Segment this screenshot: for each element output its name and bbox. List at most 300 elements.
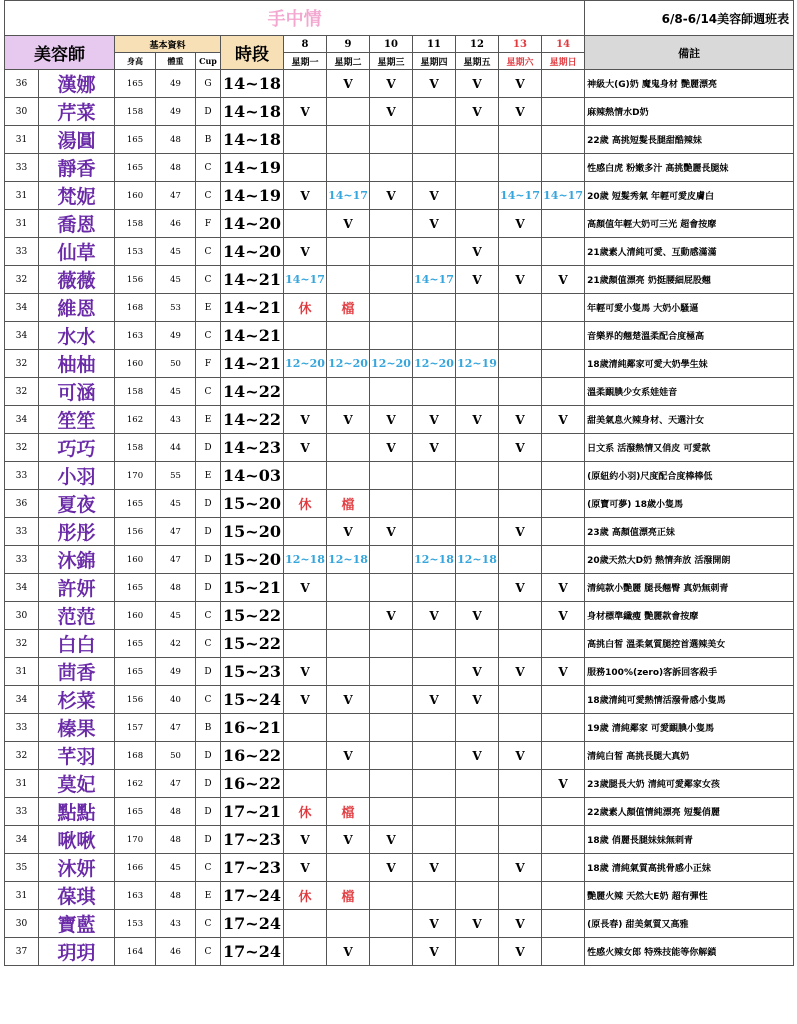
time-slot-cell: 14~22 <box>221 378 284 406</box>
schedule-cell: V <box>413 910 456 938</box>
schedule-cell <box>456 210 499 238</box>
schedule-cell: V <box>499 938 542 966</box>
weight-cell: 45 <box>156 854 196 882</box>
schedule-cell <box>413 126 456 154</box>
height-cell: 168 <box>115 294 156 322</box>
age-cell: 34 <box>5 322 39 350</box>
time-slot-cell: 15~22 <box>221 630 284 658</box>
schedule-cell: V <box>542 602 585 630</box>
height-cell: 158 <box>115 98 156 126</box>
schedule-cell <box>327 378 370 406</box>
height-cell: 160 <box>115 182 156 210</box>
table-row <box>5 882 794 910</box>
note-cell: 音樂界的翹楚溫柔配合度極高 <box>585 322 794 350</box>
schedule-cell <box>542 854 585 882</box>
height-cell: 157 <box>115 714 156 742</box>
schedule-cell <box>370 910 413 938</box>
beautician-name: 許妍 <box>39 574 115 602</box>
schedule-cell <box>413 882 456 910</box>
sheet-title: 手中情 <box>5 1 585 36</box>
note-cell: 18歲清純可愛熱情活潑骨感小隻馬 <box>585 686 794 714</box>
schedule-cell <box>327 602 370 630</box>
schedule-cell <box>370 938 413 966</box>
schedule-cell <box>370 630 413 658</box>
time-slot-cell: 15~21 <box>221 574 284 602</box>
schedule-cell <box>370 882 413 910</box>
note-cell: 高挑白皙 溫柔氣質腿控首選辣美女 <box>585 630 794 658</box>
age-cell: 31 <box>5 658 39 686</box>
beautician-name: 杉菜 <box>39 686 115 714</box>
schedule-cell: 12~18 <box>327 546 370 574</box>
schedule-cell: 休 <box>284 798 327 826</box>
weight-cell: 42 <box>156 630 196 658</box>
beautician-name: 可涵 <box>39 378 115 406</box>
schedule-cell <box>542 210 585 238</box>
note-cell: 21歲顏值漂亮 奶挺腰細屁股翹 <box>585 266 794 294</box>
height-cell: 164 <box>115 938 156 966</box>
weight-cell: 49 <box>156 70 196 98</box>
schedule-cell: V <box>413 854 456 882</box>
schedule-cell <box>413 322 456 350</box>
height-cell: 162 <box>115 770 156 798</box>
weight-cell: 45 <box>156 602 196 630</box>
schedule-cell: V <box>284 406 327 434</box>
schedule-cell: V <box>370 854 413 882</box>
schedule-cell <box>499 378 542 406</box>
beautician-name: 葆琪 <box>39 882 115 910</box>
age-cell: 35 <box>5 854 39 882</box>
schedule-cell <box>370 126 413 154</box>
cup-cell: C <box>196 686 221 714</box>
weight-cell: 46 <box>156 938 196 966</box>
schedule-cell <box>542 434 585 462</box>
schedule-cell <box>284 630 327 658</box>
cup-cell: D <box>196 546 221 574</box>
time-slot-cell: 17~24 <box>221 882 284 910</box>
note-cell: 性感火辣女郎 特殊技能等你解鎖 <box>585 938 794 966</box>
time-slot-cell: 14~22 <box>221 406 284 434</box>
time-slot-cell: 14~20 <box>221 238 284 266</box>
table-row <box>5 742 794 770</box>
schedule-cell: V <box>413 938 456 966</box>
height-cell: 162 <box>115 406 156 434</box>
beautician-name: 沐錦 <box>39 546 115 574</box>
schedule-cell <box>456 854 499 882</box>
schedule-cell: V <box>456 266 499 294</box>
schedule-cell: V <box>499 266 542 294</box>
schedule-cell: V <box>327 826 370 854</box>
time-slot-cell: 14~23 <box>221 434 284 462</box>
day-num: 12 <box>456 36 499 53</box>
day-name: 星期四 <box>413 53 456 70</box>
schedule-cell: 12~20 <box>370 350 413 378</box>
cup-cell: C <box>196 938 221 966</box>
time-slot-cell: 15~20 <box>221 546 284 574</box>
height-cell: 158 <box>115 378 156 406</box>
beautician-name: 范范 <box>39 602 115 630</box>
schedule-cell <box>413 378 456 406</box>
schedule-cell <box>499 322 542 350</box>
table-row <box>5 574 794 602</box>
height-cell: 158 <box>115 434 156 462</box>
schedule-cell: V <box>456 406 499 434</box>
schedule-cell <box>456 126 499 154</box>
day-name: 星期二 <box>327 53 370 70</box>
schedule-cell <box>413 574 456 602</box>
schedule-cell <box>370 798 413 826</box>
age-cell: 30 <box>5 602 39 630</box>
age-cell: 31 <box>5 182 39 210</box>
table-row <box>5 854 794 882</box>
weight-cell: 46 <box>156 210 196 238</box>
schedule-cell <box>327 714 370 742</box>
height-cell: 170 <box>115 462 156 490</box>
cup-cell: D <box>196 518 221 546</box>
schedule-cell: V <box>499 406 542 434</box>
schedule-cell <box>456 154 499 182</box>
height-cell: 165 <box>115 798 156 826</box>
table-row <box>5 126 794 154</box>
age-cell: 31 <box>5 770 39 798</box>
schedule-cell <box>542 490 585 518</box>
schedule-cell <box>284 126 327 154</box>
time-slot-cell: 17~24 <box>221 938 284 966</box>
cup-header: Cup <box>196 53 221 70</box>
schedule-cell: V <box>370 518 413 546</box>
time-slot-cell: 14~18 <box>221 126 284 154</box>
schedule-cell <box>542 714 585 742</box>
beautician-name: 玥玥 <box>39 938 115 966</box>
schedule-cell <box>370 714 413 742</box>
weight-cell: 45 <box>156 266 196 294</box>
time-slot-cell: 14~19 <box>221 182 284 210</box>
schedule-cell <box>456 938 499 966</box>
beautician-name: 芹菜 <box>39 98 115 126</box>
schedule-cell: V <box>327 210 370 238</box>
schedule-cell: 休 <box>284 882 327 910</box>
note-cell: 18歲清純鄰家可愛大奶學生妹 <box>585 350 794 378</box>
schedule-cell <box>456 714 499 742</box>
schedule-cell: V <box>499 518 542 546</box>
schedule-cell: V <box>370 602 413 630</box>
height-header: 身高 <box>115 53 156 70</box>
schedule-cell: V <box>456 70 499 98</box>
schedule-cell <box>327 574 370 602</box>
note-cell: 清純款小艷麗 腿長翹臀 真奶無刺青 <box>585 574 794 602</box>
schedule-cell: V <box>542 574 585 602</box>
schedule-cell: V <box>327 938 370 966</box>
schedule-cell: 休 <box>284 490 327 518</box>
day-num: 14 <box>542 36 585 53</box>
table-row <box>5 826 794 854</box>
note-cell: 20歲 短髮秀氣 年輕可愛皮膚白 <box>585 182 794 210</box>
schedule-cell <box>542 98 585 126</box>
note-cell: 清純白皙 高挑長腿大真奶 <box>585 742 794 770</box>
schedule-cell <box>456 630 499 658</box>
table-row <box>5 294 794 322</box>
age-cell: 34 <box>5 826 39 854</box>
age-cell: 33 <box>5 154 39 182</box>
height-cell: 165 <box>115 630 156 658</box>
time-slot-cell: 17~23 <box>221 854 284 882</box>
table-row <box>5 490 794 518</box>
age-cell: 33 <box>5 714 39 742</box>
schedule-cell <box>456 518 499 546</box>
schedule-cell <box>499 630 542 658</box>
beautician-header: 美容師 <box>5 36 115 70</box>
schedule-cell: V <box>327 742 370 770</box>
schedule-cell <box>542 238 585 266</box>
schedule-cell <box>284 770 327 798</box>
schedule-cell: V <box>542 770 585 798</box>
schedule-cell <box>456 882 499 910</box>
schedule-cell <box>499 238 542 266</box>
schedule-cell: 14~17 <box>413 266 456 294</box>
weekly-title: 6/8-6/14美容師週班表 <box>585 1 794 36</box>
note-cell: (原寶可夢) 18歲小隻馬 <box>585 490 794 518</box>
time-slot-cell: 17~21 <box>221 798 284 826</box>
note-cell: 22歲素人顏值情純漂亮 短髮俏麗 <box>585 798 794 826</box>
note-cell: 身材標準纖瘦 艷麗款會按摩 <box>585 602 794 630</box>
schedule-cell <box>327 854 370 882</box>
schedule-cell <box>456 462 499 490</box>
schedule-cell: V <box>456 658 499 686</box>
cup-cell: D <box>196 770 221 798</box>
schedule-cell: V <box>284 854 327 882</box>
schedule-cell <box>542 350 585 378</box>
schedule-cell <box>284 322 327 350</box>
weight-cell: 45 <box>156 378 196 406</box>
weight-cell: 40 <box>156 686 196 714</box>
schedule-cell <box>370 658 413 686</box>
schedule-cell <box>499 154 542 182</box>
weight-cell: 47 <box>156 518 196 546</box>
weight-cell: 48 <box>156 574 196 602</box>
schedule-cell: V <box>370 826 413 854</box>
schedule-cell: 12~18 <box>284 546 327 574</box>
cup-cell: E <box>196 406 221 434</box>
schedule-cell <box>499 602 542 630</box>
schedule-cell <box>499 490 542 518</box>
title-row <box>5 1 794 36</box>
note-cell: 20歲天然大D奶 熱情奔放 活潑開朗 <box>585 546 794 574</box>
schedule-cell: V <box>456 602 499 630</box>
header-row-1 <box>5 36 794 53</box>
cup-cell: C <box>196 238 221 266</box>
schedule-cell: V <box>284 574 327 602</box>
schedule-cell <box>327 434 370 462</box>
beautician-name: 喬恩 <box>39 210 115 238</box>
height-cell: 166 <box>115 854 156 882</box>
weight-cell: 47 <box>156 182 196 210</box>
height-cell: 165 <box>115 490 156 518</box>
schedule-cell <box>284 378 327 406</box>
schedule-cell: V <box>370 434 413 462</box>
weight-cell: 44 <box>156 434 196 462</box>
schedule-cell <box>542 882 585 910</box>
schedule-cell <box>499 686 542 714</box>
table-row <box>5 602 794 630</box>
schedule-cell: V <box>413 686 456 714</box>
height-cell: 165 <box>115 658 156 686</box>
weight-cell: 55 <box>156 462 196 490</box>
height-cell: 156 <box>115 518 156 546</box>
cup-cell: E <box>196 294 221 322</box>
note-cell: 性感白虎 粉嫩多汁 高挑艷麗長腿妹 <box>585 154 794 182</box>
beautician-name: 夏夜 <box>39 490 115 518</box>
time-slot-cell: 16~22 <box>221 770 284 798</box>
cup-cell: D <box>196 490 221 518</box>
beautician-name: 維恩 <box>39 294 115 322</box>
schedule-cell <box>370 574 413 602</box>
note-cell: 23歲 高顏值漂亮正妹 <box>585 518 794 546</box>
schedule-cell: V <box>413 70 456 98</box>
schedule-cell <box>413 658 456 686</box>
schedule-cell: V <box>413 210 456 238</box>
age-cell: 32 <box>5 266 39 294</box>
schedule-cell <box>542 518 585 546</box>
schedule-cell <box>327 658 370 686</box>
schedule-cell <box>370 210 413 238</box>
schedule-cell: V <box>542 658 585 686</box>
schedule-cell: V <box>327 406 370 434</box>
table-row <box>5 210 794 238</box>
schedule-cell <box>542 826 585 854</box>
schedule-cell: V <box>413 602 456 630</box>
note-cell: 18歲 俏麗長腿妹妹無刺青 <box>585 826 794 854</box>
age-cell: 31 <box>5 126 39 154</box>
day-num: 10 <box>370 36 413 53</box>
beautician-name: 白白 <box>39 630 115 658</box>
weight-cell: 48 <box>156 882 196 910</box>
schedule-cell <box>327 238 370 266</box>
schedule-cell <box>542 154 585 182</box>
note-cell: 神級大(G)奶 魔鬼身材 艷麗漂亮 <box>585 70 794 98</box>
note-cell: (原長春) 甜美氣質又高雅 <box>585 910 794 938</box>
schedule-cell: V <box>370 182 413 210</box>
day-name: 星期五 <box>456 53 499 70</box>
schedule-cell <box>542 462 585 490</box>
schedule-cell: V <box>413 406 456 434</box>
beautician-name: 莫妃 <box>39 770 115 798</box>
schedule-cell <box>284 714 327 742</box>
height-cell: 165 <box>115 154 156 182</box>
table-row <box>5 770 794 798</box>
time-slot-cell: 15~23 <box>221 658 284 686</box>
schedule-cell <box>370 490 413 518</box>
schedule-cell: 12~18 <box>456 546 499 574</box>
note-cell: 18歲 清純氣質高挑骨感小正妹 <box>585 854 794 882</box>
time-slot-cell: 15~22 <box>221 602 284 630</box>
age-cell: 36 <box>5 70 39 98</box>
age-cell: 31 <box>5 210 39 238</box>
schedule-cell: V <box>370 98 413 126</box>
cup-cell: C <box>196 910 221 938</box>
table-row <box>5 322 794 350</box>
table-row <box>5 630 794 658</box>
schedule-cell <box>413 770 456 798</box>
note-cell: 日文系 活潑熱情又俏皮 可愛款 <box>585 434 794 462</box>
beautician-name: 茴香 <box>39 658 115 686</box>
schedule-table <box>4 0 794 966</box>
schedule-cell: V <box>284 826 327 854</box>
schedule-cell: V <box>327 518 370 546</box>
cup-cell: C <box>196 266 221 294</box>
schedule-cell <box>413 294 456 322</box>
table-row <box>5 714 794 742</box>
height-cell: 160 <box>115 602 156 630</box>
schedule-cell <box>370 154 413 182</box>
height-cell: 153 <box>115 238 156 266</box>
schedule-cell <box>413 462 456 490</box>
schedule-cell <box>542 630 585 658</box>
day-name: 星期三 <box>370 53 413 70</box>
schedule-cell: 檔 <box>327 882 370 910</box>
weight-cell: 50 <box>156 350 196 378</box>
beautician-name: 漢娜 <box>39 70 115 98</box>
schedule-cell <box>542 546 585 574</box>
schedule-cell <box>413 518 456 546</box>
cup-cell: D <box>196 658 221 686</box>
table-row <box>5 378 794 406</box>
age-cell: 36 <box>5 490 39 518</box>
schedule-cell <box>327 98 370 126</box>
schedule-cell: 14~17 <box>284 266 327 294</box>
height-cell: 165 <box>115 70 156 98</box>
schedule-cell: V <box>499 434 542 462</box>
beautician-name: 巧巧 <box>39 434 115 462</box>
schedule-cell <box>456 490 499 518</box>
age-cell: 31 <box>5 882 39 910</box>
schedule-cell <box>456 770 499 798</box>
note-cell: 年輕可愛小隻馬 大奶小騷逼 <box>585 294 794 322</box>
beautician-name: 仙草 <box>39 238 115 266</box>
time-slot-cell: 17~23 <box>221 826 284 854</box>
basic-info-header: 基本資料 <box>115 36 221 53</box>
beautician-name: 點點 <box>39 798 115 826</box>
height-cell: 153 <box>115 910 156 938</box>
schedule-cell: V <box>542 406 585 434</box>
table-row <box>5 798 794 826</box>
table-row <box>5 518 794 546</box>
notes-header: 備註 <box>585 36 794 70</box>
note-cell: 艷麗火辣 天然大E奶 超有彈性 <box>585 882 794 910</box>
schedule-cell: V <box>499 910 542 938</box>
schedule-cell <box>284 602 327 630</box>
weight-cell: 43 <box>156 406 196 434</box>
note-cell: 21歲素人清純可愛、互動感滿滿 <box>585 238 794 266</box>
schedule-cell: 檔 <box>327 490 370 518</box>
schedule-cell <box>542 126 585 154</box>
schedule-cell: V <box>327 686 370 714</box>
schedule-cell <box>456 378 499 406</box>
time-slot-cell: 14~19 <box>221 154 284 182</box>
schedule-cell <box>542 742 585 770</box>
schedule-cell: V <box>456 238 499 266</box>
cup-cell: E <box>196 882 221 910</box>
cup-cell: F <box>196 350 221 378</box>
schedule-cell: V <box>284 658 327 686</box>
time-slot-cell: 14~21 <box>221 294 284 322</box>
schedule-cell <box>456 798 499 826</box>
schedule-cell: 14~17 <box>542 182 585 210</box>
time-slot-cell: 16~21 <box>221 714 284 742</box>
time-slot-cell: 14~03 <box>221 462 284 490</box>
schedule-cell <box>327 630 370 658</box>
beautician-name: 靜香 <box>39 154 115 182</box>
cup-cell: C <box>196 630 221 658</box>
schedule-cell <box>499 546 542 574</box>
